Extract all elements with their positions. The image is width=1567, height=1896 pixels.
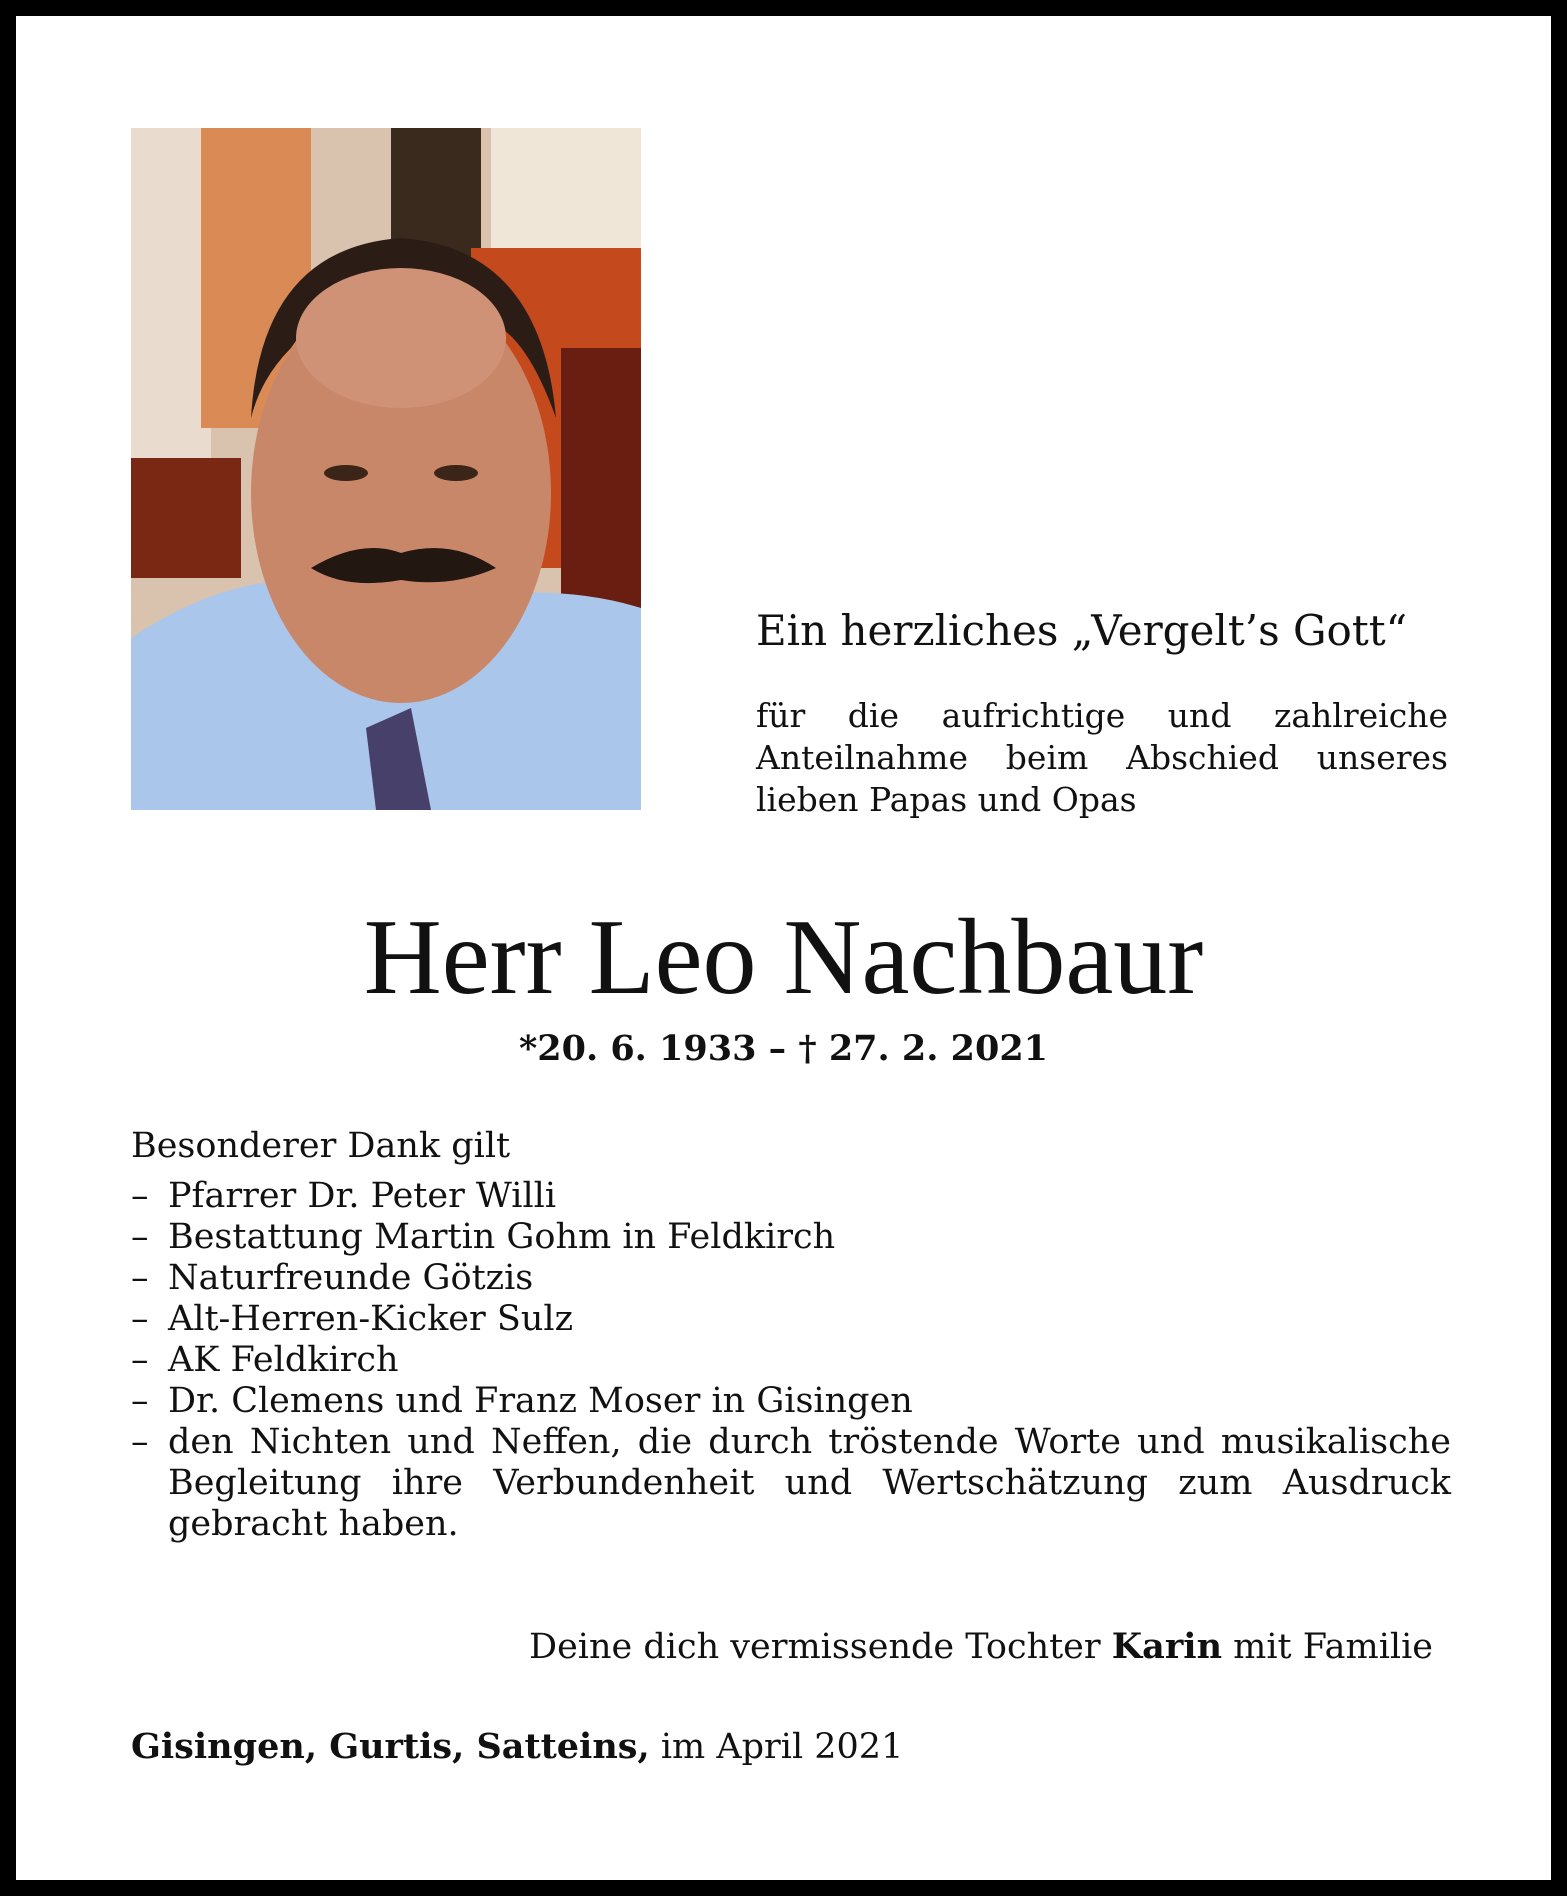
list-item — [131, 1340, 1451, 1381]
signoff-text: Deine dich vermissende Tochter — [529, 1627, 1112, 1667]
life-dates: *20. 6. 1933 – † 27. 2. 2021 — [518, 1028, 1049, 1069]
list-dash: – — [131, 1340, 149, 1380]
signoff-suffix: mit Familie — [1222, 1627, 1433, 1667]
place-date: im April 2021 — [649, 1727, 904, 1767]
list-item — [131, 1176, 1451, 1217]
thanks-label: Besonderer Dank gilt — [131, 1126, 511, 1166]
list-item-text: den Nichten und Neffen, die durch tröstende Worte und musikalische Begleitung ihre Verbundenheit und Wertschätzung zum Ausdruck gebracht haben. — [168, 1422, 1451, 1544]
place-and-date — [131, 1726, 903, 1767]
deceased-name: Herr Leo Nachbaur — [363, 898, 1204, 1017]
list-item — [131, 1422, 1451, 1545]
list-dash: – — [131, 1299, 149, 1339]
list-item — [131, 1381, 1451, 1422]
list-dash: – — [131, 1258, 149, 1298]
signoff-name: Karin — [1111, 1626, 1223, 1667]
list-item-text: Alt-Herren-Kicker Sulz — [168, 1299, 574, 1339]
place-names: Gisingen, Gurtis, Satteins, — [131, 1726, 650, 1767]
list-dash: – — [131, 1176, 149, 1216]
list-item-text: Bestattung Martin Gohm in Feldkirch — [168, 1217, 836, 1257]
list-dash: – — [131, 1422, 149, 1462]
list-dash: – — [131, 1217, 149, 1257]
family-signoff — [529, 1626, 1433, 1667]
list-dash: – — [131, 1381, 149, 1421]
portrait-photo — [131, 128, 641, 810]
thanks-intro: für die aufrichtige und zahlreiche Anteilnahme beim Abschied unseres lieben Papas und Opas — [756, 696, 1448, 819]
list-item-text: Dr. Clemens und Franz Moser in Gisingen — [168, 1381, 913, 1421]
list-item-text: Naturfreunde Götzis — [168, 1258, 534, 1298]
list-item-text: AK Feldkirch — [168, 1340, 399, 1380]
list-item — [131, 1217, 1451, 1258]
list-item — [131, 1258, 1451, 1299]
thanks-heading: Ein herzliches „Vergelt’s Gott“ — [756, 606, 1408, 655]
list-item — [131, 1299, 1451, 1340]
thanks-list — [131, 1176, 1451, 1545]
obituary-card — [16, 16, 1551, 1880]
list-item-text: Pfarrer Dr. Peter Willi — [168, 1176, 557, 1216]
thanks-block — [756, 606, 1448, 821]
